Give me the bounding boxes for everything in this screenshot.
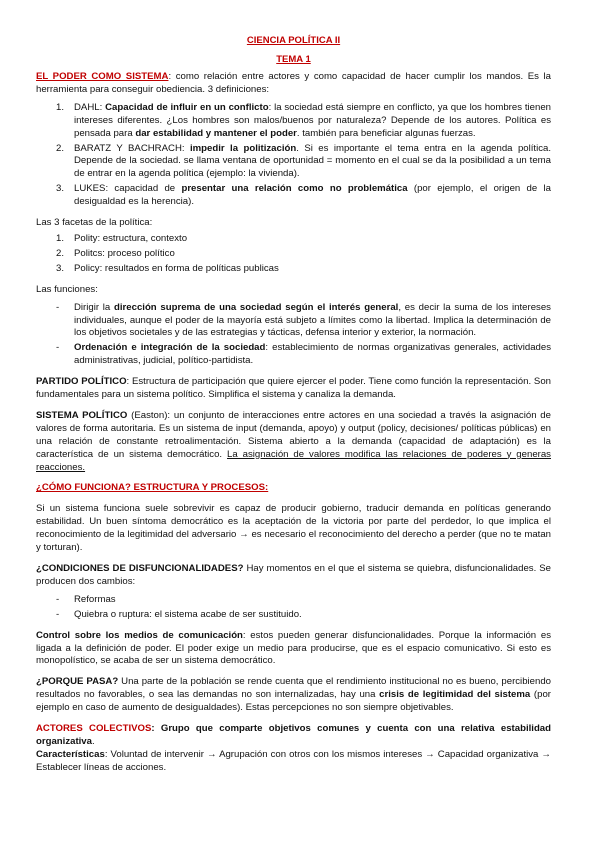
poder-heading: EL PODER COMO SISTEMA bbox=[36, 71, 169, 82]
control-paragraph: Control sobre los medios de comunicación: estos pueden generar disfuncionalidades. Porque la información es ligada a la definición de poder. El poder exige un medio para producirse, que es el espacio comunicativo. Si esto es monopolístico, se acaba de ser un sistema democrático. bbox=[36, 629, 551, 667]
porque-paragraph: ¿PORQUE PASA? Una parte de la población se rende cuenta que el rendimiento institucional no es bueno, percibiendo resultados no favorables, o sea las demandas no son internalizadas, hay una crisis de legitimidad del sistema (por ejemplo en caso de aumento de desigualdades). Estas percepciones no son siempre objetivables. bbox=[36, 676, 551, 714]
list-item: 3. LUKES: capacidad de presentar una relación como no problemática (por ejemplo, el origen de la desigualdad es la herencia). bbox=[56, 183, 551, 208]
funciona-heading: ¿CÓMO FUNCIONA? ESTRUCTURA Y PROCESOS: bbox=[36, 482, 269, 494]
sistema-paragraph: SISTEMA POLÍTICO (Easton): un conjunto de interacciones entre actores en una sociedad a través la asignación de valores de forma autoritaria. Es un sistema de input (demanda, apoyo) y output (policy, decisiones/ políticas públicas) en una relación de constante retroalimentación. Sistema abierto a la demanda (capacidad de adaptación) es la característica de un sistema democrático. La asignación de valores modifica las relaciones de poderes y generas reacciones. bbox=[36, 409, 551, 473]
list-item: - Ordenación e integración de la sociedad: establecimiento de normas organizativas generales, actividades administrativas, judicial, político-partidista. bbox=[56, 342, 551, 367]
list-item: 3. Policy: resultados en forma de políticas publicas bbox=[56, 262, 279, 274]
list-item: 2. BARATZ Y BACHRACH: impedir la politización. Si es importante el tema entra en la agenda política. Depende de la sociedad. se llama ventana de oportunidad = momento en el cual se da la posibilidad a un tema de entrar en la agenda política (ejemplo: la vivienda). bbox=[56, 142, 552, 180]
list-item: 2. Politcs: proceso político bbox=[56, 247, 175, 259]
course-title: CIENCIA POLÍTICA II bbox=[246, 35, 341, 46]
list-item: 1. DAHL: Capacidad de influir en un conflicto: la sociedad está siempre en conflicto, ya que los hombres tienen intereses diferentes. ¿Los hombres son malos/buenos por naturaleza? Depende de los autores. Política es pensada para dar estabilidad y mantener el poder. también para beneficiar algunas fuerzas. bbox=[56, 101, 551, 139]
condiciones-list bbox=[36, 594, 551, 622]
list-item: 1. Polity: estructura, contexto bbox=[56, 232, 188, 244]
funciona-paragraph: Si un sistema funciona suele sobrevivir es capaz de producir gobierno, traducir demanda en políticas generando estabilidad. Un buen síntoma democrático es la aceptación de la victoria por parte del perdedor, lo que implica el reconocimiento de la legitimidad del adversario → es necesario el reconocimiento del derecho a perder (que no te matan y torturan). bbox=[36, 503, 551, 554]
definitions-list bbox=[36, 102, 551, 209]
actores-paragraph: ACTORES COLECTIVOS: Grupo que comparte objetivos comunes y cuenta con una relativa estabilidad organizativa. Características: Voluntad de intervenir → Agrupación con otros con los mismos intereses → Capacidad organizativa → Establecer líneas de acciones. bbox=[36, 723, 552, 773]
list-item: - Quiebra o ruptura: el sistema acabe de ser sustituido. bbox=[56, 608, 302, 620]
topic-title: TEMA 1 bbox=[276, 54, 311, 65]
facetas-list bbox=[36, 233, 551, 276]
partido-paragraph: PARTIDO POLÍTICO: Estructura de participación que quiere ejercer el poder. Tiene como función la representación. Son fundamentales para un sistema político. Simplifica el sistema y canaliza la demanda. bbox=[36, 376, 551, 401]
funciones-intro: Las funciones: bbox=[36, 283, 98, 295]
condiciones-paragraph: ¿CONDICIONES DE DISFUNCIONALIDADES? Hay momentos en el que el sistema se quiebra, disfuncionalidades. Se producen dos cambios: bbox=[36, 563, 551, 587]
funciones-list bbox=[36, 302, 551, 369]
facetas-intro: Las 3 facetas de la política: bbox=[36, 217, 153, 229]
list-item: - Dirigir la dirección suprema de una sociedad según el interés general, es decir la suma de los intereses individuales, aunque el poder de la mayoría está subjeto a límites como la libertad. Implica la determinación de los objetivos societales y de las estrategias y tácticas, defensa interior y exterior, la normación. bbox=[56, 301, 551, 339]
poder-intro: : como relación entre actores y como capacidad de hacer cumplir los mandos. Es la herramienta para conseguir obediencia. 3 definiciones: bbox=[36, 71, 552, 95]
list-item: - Reformas bbox=[56, 593, 116, 605]
poder-paragraph bbox=[36, 71, 551, 97]
